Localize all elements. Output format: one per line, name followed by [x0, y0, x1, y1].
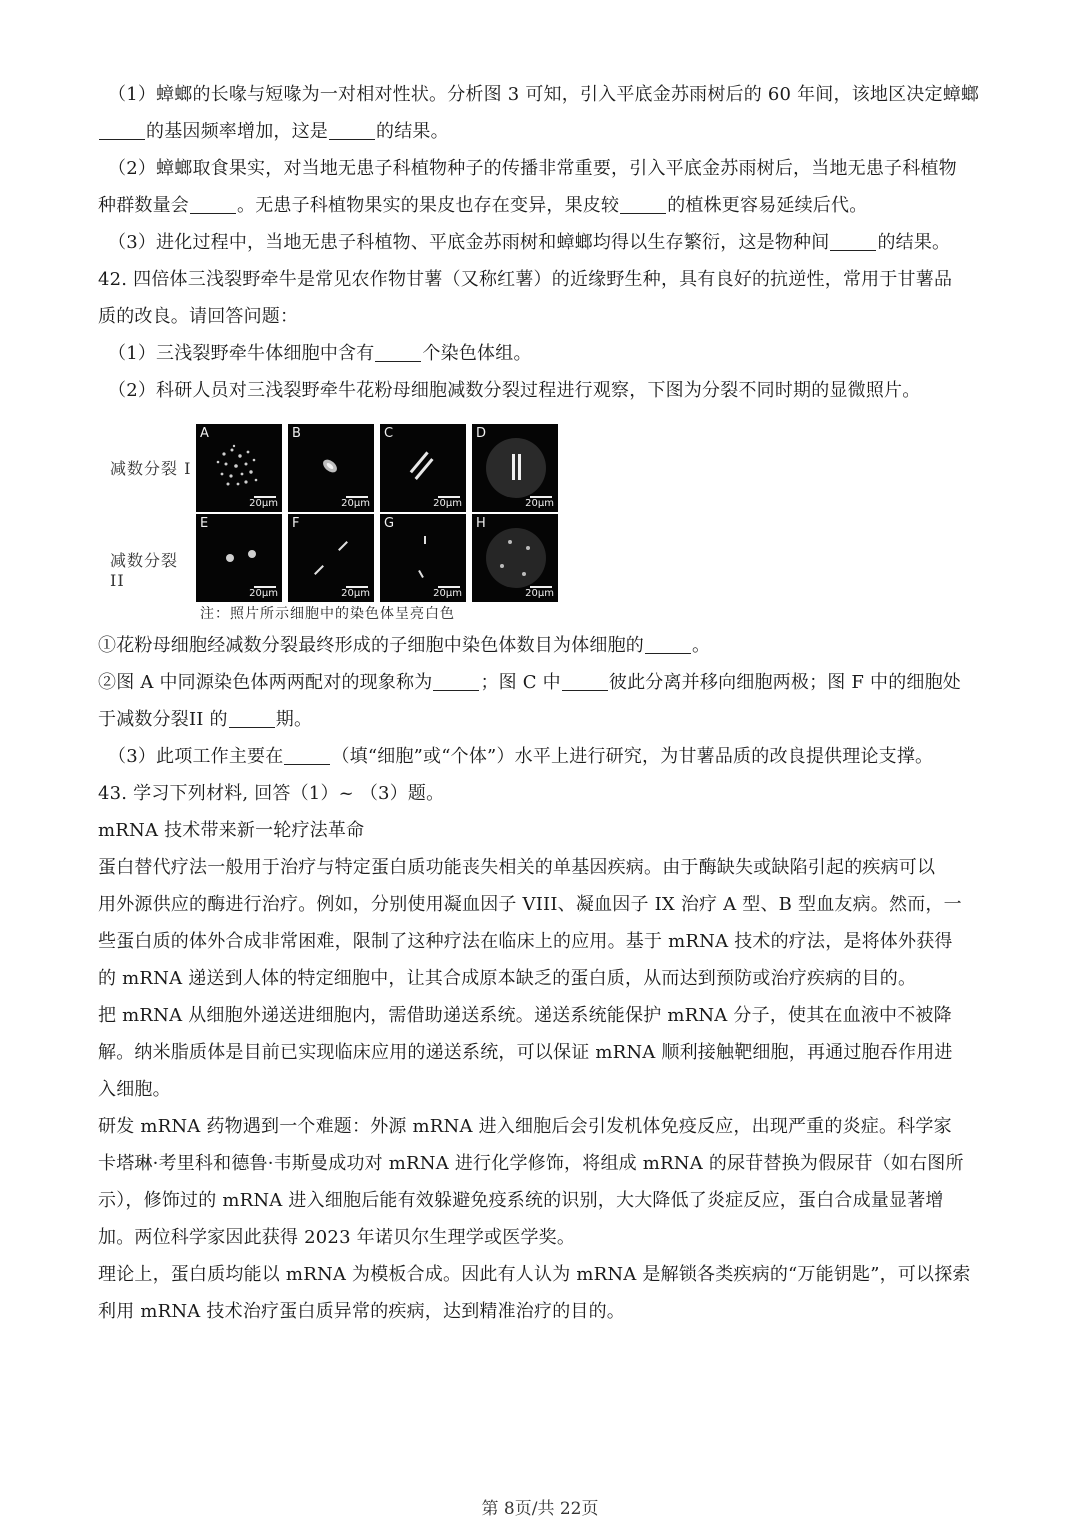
micrograph-panel-h — [472, 514, 558, 602]
text: ②图 A 中同源染色体两两配对的现象称为 — [98, 672, 433, 693]
paragraph-3-line3 — [98, 1188, 988, 1214]
text: 的基因频率增加，这是 — [146, 121, 328, 142]
q43-stem — [98, 781, 988, 807]
text: 于减数分裂II 的 — [98, 709, 228, 730]
paragraph-3-line2 — [98, 1151, 988, 1177]
text: （2）科研人员对三浅裂野牵牛花粉母细胞减数分裂过程进行观察，下图为分裂不同时期的显微照片。 — [108, 380, 921, 401]
text: 入细胞。 — [98, 1079, 171, 1100]
paragraph-1-line2 — [98, 892, 988, 918]
text: （3）此项工作主要在 — [108, 746, 284, 767]
text: 把 mRNA 从细胞外递送进细胞内，需借助递送系统。递送系统能保护 mRNA 分子，使其在血液中不被降 — [98, 1005, 952, 1026]
scale-label: 20μm — [341, 498, 370, 509]
q42-2-sub2-line2 — [98, 707, 988, 733]
text: （1）蟑螂的长喙与短喙为一对相对性状。分析图 3 可知，引入平底金苏雨树后的 60 年间，该地区决定蟑螂 — [108, 84, 980, 105]
panel-letter: C — [384, 426, 394, 441]
micrograph-panel-a — [196, 424, 282, 512]
text: （2）蟑螂取食果实，对当地无患子科植物种子的传播非常重要，引入平底金苏雨树后，当地无患子科植物 — [108, 158, 957, 179]
scale-label: 20μm — [249, 588, 278, 599]
text: 42. 四倍体三浅裂野牵牛是常见农作物甘薯（又称红薯）的近缘野生种，具有良好的抗逆性，常用于甘薯品 — [98, 269, 953, 290]
micrograph-panel-e — [196, 514, 282, 602]
q41-2-line1 — [108, 156, 998, 182]
text: 示），修饰过的 mRNA 进入细胞后能有效躲避免疫系统的识别，大大降低了炎症反应，蛋白合成量显著增 — [98, 1190, 944, 1211]
paragraph-4-line1 — [98, 1262, 988, 1288]
text: 些蛋白质的体外合成非常困难，限制了这种疗法在临床上的应用。基于 mRNA 技术的疗法，是将体外获得 — [98, 931, 953, 952]
q42-stem-line2 — [98, 304, 988, 330]
text: （3）进化过程中，当地无患子科植物、平底金苏雨树和蟑螂均得以生存繁衍，这是物种间 — [108, 232, 830, 253]
material-title — [98, 818, 988, 844]
answer-blank[interactable] — [329, 121, 375, 140]
panel-letter: H — [476, 516, 486, 531]
text: 解。纳米脂质体是目前已实现临床应用的递送系统，可以保证 mRNA 顺利接触靶细胞，再通过胞吞作用进 — [98, 1042, 953, 1063]
text: 质的改良。请回答问题： — [98, 306, 299, 327]
answer-blank[interactable] — [99, 121, 145, 140]
panel-letter: E — [200, 516, 209, 531]
text: 种群数量会 — [98, 195, 189, 216]
figure-note: 注：照片所示细胞中的染色体呈亮白色 — [200, 606, 455, 622]
page-footer: 第 8页/共 22页 — [481, 1499, 599, 1519]
scale-label: 20μm — [433, 588, 462, 599]
paragraph-1-line1 — [98, 855, 988, 881]
text: 的结果。 — [376, 121, 449, 142]
q41-1-line1 — [108, 82, 998, 108]
answer-blank[interactable] — [229, 709, 275, 728]
q42-2-sub1 — [98, 633, 988, 659]
text: 个染色体组。 — [422, 343, 532, 364]
text: 用外源供应的酶进行治疗。例如，分别使用凝血因子 VIII、凝血因子 IX 治疗 A 型、B 型血友病。然而，一 — [98, 894, 962, 915]
answer-blank[interactable] — [190, 195, 236, 214]
row-label-meiosis-2: 减数分裂 II — [110, 551, 179, 590]
q42-3-line — [108, 744, 998, 770]
panel-letter: D — [476, 426, 487, 441]
panel-letter: A — [200, 426, 209, 441]
q41-3-line — [108, 230, 998, 256]
answer-blank[interactable] — [284, 746, 330, 765]
text: 期。 — [275, 709, 313, 730]
scale-label: 20μm — [525, 588, 554, 599]
paragraph-2-line1 — [98, 1003, 988, 1029]
paragraph-3-line4 — [98, 1225, 988, 1251]
text: 彼此分离并移向细胞两极；图 F 中的细胞处 — [608, 672, 962, 693]
text: 理论上，蛋白质均能以 mRNA 为模板合成。因此有人认为 mRNA 是解锁各类疾病的“万能钥匙”，可以探索 — [98, 1264, 971, 1285]
micrograph-figure — [106, 420, 576, 626]
text: 蛋白替代疗法一般用于治疗与特定蛋白质功能丧失相关的单基因疾病。由于酶缺失或缺陷引起的疾病可以 — [98, 857, 936, 878]
text: 。无患子科植物果实的果皮也存在变异，果皮较 — [237, 195, 620, 216]
text: 。 — [692, 635, 711, 656]
paragraph-1-line3 — [98, 929, 988, 955]
text: ；图 C 中 — [480, 672, 561, 693]
q42-1-line — [108, 341, 998, 367]
paragraph-4-line2 — [98, 1299, 988, 1325]
micrograph-panel-b — [288, 424, 374, 512]
scale-label: 20μm — [341, 588, 370, 599]
answer-blank[interactable] — [645, 635, 691, 654]
q42-2-line — [108, 378, 998, 404]
text: 卡塔琳·考里科和德鲁·韦斯曼成功对 mRNA 进行化学修饰，将组成 mRNA 的尿苷替换为假尿苷（如右图所 — [98, 1153, 964, 1174]
answer-blank[interactable] — [433, 672, 479, 691]
text: （填“细胞”或“个体”）水平上进行研究，为甘薯品质的改良提供理论支撑。 — [331, 746, 934, 767]
panel-letter: F — [292, 516, 300, 531]
text: 研发 mRNA 药物遇到一个难题：外源 mRNA 进入细胞后会引发机体免疫反应，出现严重的炎症。科学家 — [98, 1116, 952, 1137]
paragraph-3-line1 — [98, 1114, 988, 1140]
text: 的结果。 — [877, 232, 951, 253]
text: 的植株更容易延续后代。 — [667, 195, 868, 216]
micrograph-panel-d — [472, 424, 558, 512]
scale-label: 20μm — [249, 498, 278, 509]
paragraph-2-line2 — [98, 1040, 988, 1066]
text: mRNA 技术带来新一轮疗法革命 — [98, 820, 365, 841]
answer-blank[interactable] — [375, 343, 421, 362]
micrograph-panel-g — [380, 514, 466, 602]
text: 的 mRNA 递送到人体的特定细胞中，让其合成原本缺乏的蛋白质，从而达到预防或治疗疾病的目的。 — [98, 968, 917, 989]
text: 加。两位科学家因此获得 2023 年诺贝尔生理学或医学奖。 — [98, 1227, 576, 1248]
q41-1-line2 — [98, 119, 988, 145]
text: （1）三浅裂野牵牛体细胞中含有 — [108, 343, 375, 364]
text: 43. 学习下列材料, 回答（1）~ （3）题。 — [98, 783, 445, 804]
row-label-meiosis-1: 减数分裂 I — [110, 459, 192, 478]
q42-stem-line1 — [98, 267, 988, 293]
micrograph-panel-c — [380, 424, 466, 512]
paragraph-1-line4 — [98, 966, 988, 992]
paragraph-2-line3 — [98, 1077, 988, 1103]
q41-2-line2 — [98, 193, 988, 219]
text: ①花粉母细胞经减数分裂最终形成的子细胞中染色体数目为体细胞的 — [98, 635, 644, 656]
answer-blank[interactable] — [830, 232, 876, 251]
scale-label: 20μm — [525, 498, 554, 509]
answer-blank[interactable] — [562, 672, 608, 691]
panel-letter: G — [384, 516, 395, 531]
answer-blank[interactable] — [620, 195, 666, 214]
panel-letter: B — [292, 426, 301, 441]
text: 利用 mRNA 技术治疗蛋白质异常的疾病，达到精准治疗的目的。 — [98, 1301, 626, 1322]
scale-label: 20μm — [433, 498, 462, 509]
q42-2-sub2-line1 — [98, 670, 988, 696]
micrograph-panel-f — [288, 514, 374, 602]
